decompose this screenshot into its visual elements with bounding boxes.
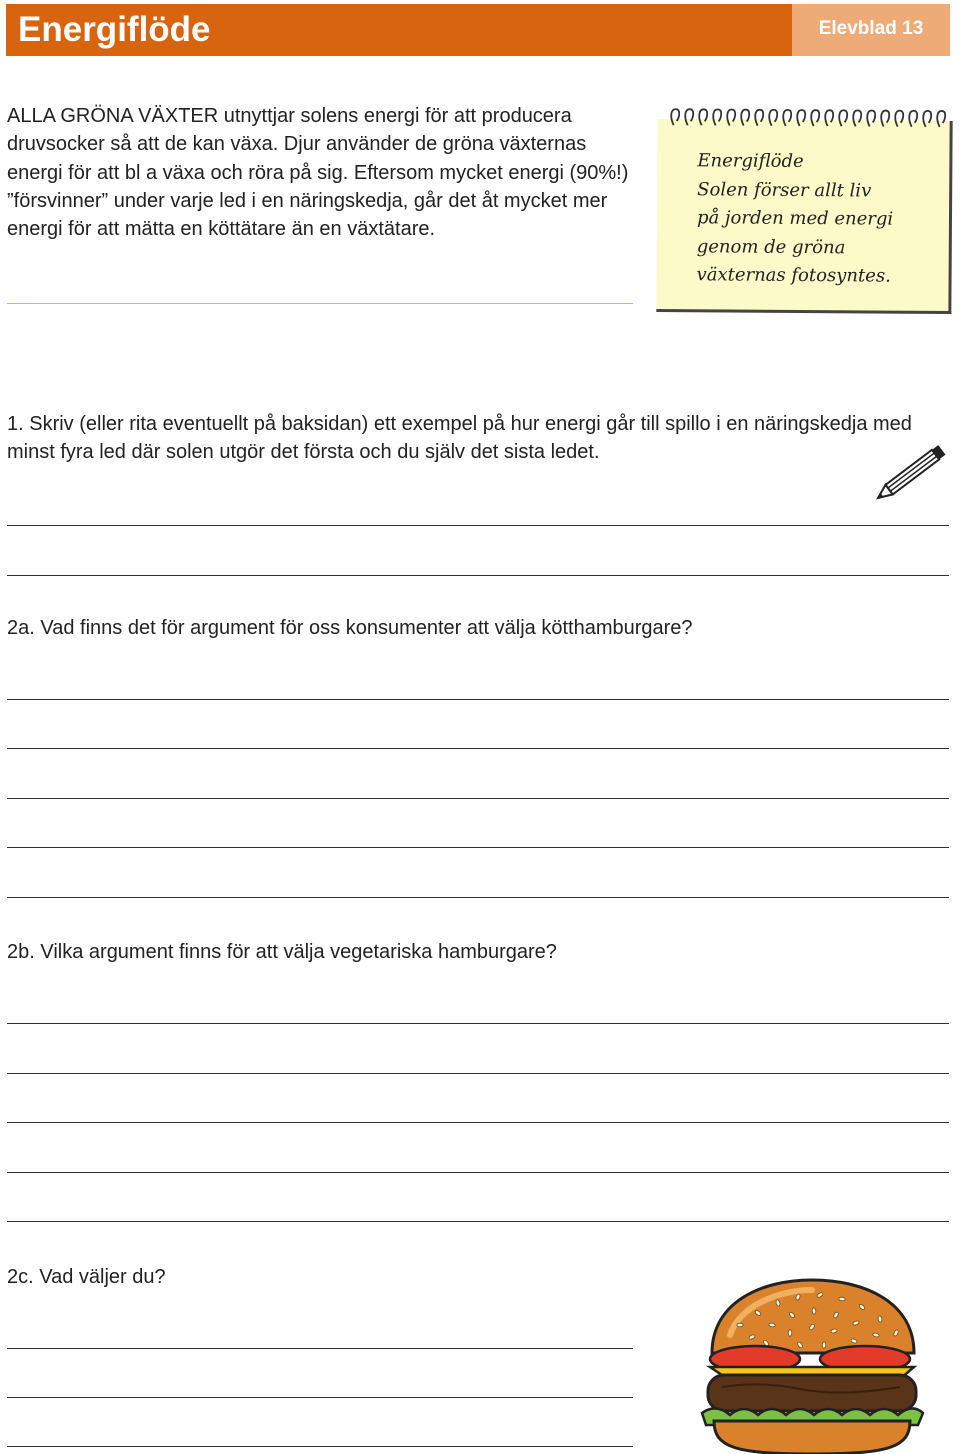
answer-line[interactable] — [7, 1397, 633, 1398]
answer-line[interactable] — [7, 1023, 949, 1024]
header-bar — [6, 4, 950, 56]
hamburger-illustration — [700, 1275, 925, 1454]
intro-paragraph: ALLA GRÖNA VÄXTER utnyttjar solens energi för att producera druvsocker så att de kan växa. Djur använder de gröna växternas energi för att bl a växa och röra på sig. Eftersom mycket energi (90%!) ”försvinner” under varje led i en näringskedja, går det åt mycket mer energi för att mätta en köttätare än en växtätare. — [7, 105, 629, 241]
note-line-2: på jorden med energi — [696, 207, 894, 230]
answer-line[interactable] — [7, 847, 949, 848]
answer-line[interactable] — [7, 1073, 949, 1074]
answer-line[interactable] — [7, 748, 949, 749]
page-title: Energiflöde — [18, 10, 211, 49]
question-2c: 2c. Vad väljer du? — [7, 1266, 166, 1288]
question-2b: 2b. Vilka argument finns för att välja vegetariska hamburgare? — [7, 941, 557, 963]
note-line-3: genom de gröna — [696, 235, 846, 258]
answer-line[interactable] — [7, 525, 949, 526]
spiral-rings-icon — [668, 107, 948, 131]
answer-line[interactable] — [7, 1446, 633, 1447]
note-text — [696, 147, 947, 291]
sticky-note — [656, 119, 952, 314]
answer-line[interactable] — [7, 1122, 949, 1123]
question-1: 1. Skriv (eller rita eventuellt på baksidan) ett exempel på hur energi går till spillo i en näringskedja med minst fyra led där solen utgör det första och du själv det sista ledet. — [7, 413, 912, 463]
answer-line[interactable] — [7, 798, 949, 799]
worksheet-badge: Elevblad 13 — [792, 4, 950, 56]
note-title: Energiflöde — [697, 150, 804, 172]
answer-line[interactable] — [7, 1348, 633, 1349]
question-2a: 2a. Vad finns det för argument för oss konsumenter att välja kötthamburgare? — [7, 617, 693, 639]
answer-line[interactable] — [7, 699, 949, 700]
answer-line[interactable] — [7, 1172, 949, 1173]
note-line-1: Solen förser allt liv — [697, 178, 872, 201]
answer-line[interactable] — [7, 897, 949, 898]
answer-line[interactable] — [7, 575, 949, 576]
answer-line[interactable] — [7, 1221, 949, 1222]
intro-divider — [7, 303, 633, 304]
pencil-icon — [870, 440, 954, 506]
note-line-4: växternas fotosyntes. — [696, 264, 891, 287]
